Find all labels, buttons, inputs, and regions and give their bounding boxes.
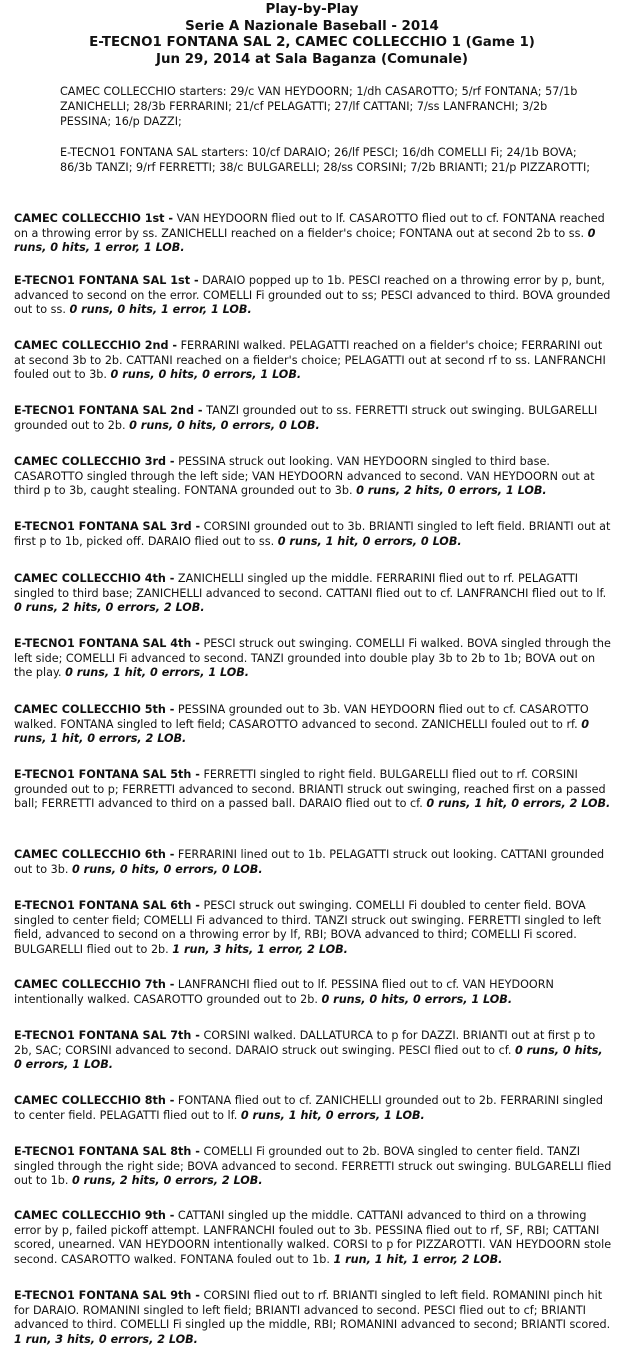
inning-entry: [14, 899, 614, 957]
inning-summary: 0 runs, 2 hits, 0 errors, 2 LOB.: [72, 1174, 263, 1188]
inning-play-text: FERRETTI singled to right field. BULGARELLI flied out to rf. CORSINI grounded out to p; FERRETTI advanced to second. BRIANTI struck out swinging, reached first on a passed ball; FERRETTI advanced to third on a passed ball. DARAIO flied out to cf.: [14, 768, 606, 811]
inning-team-label: E-TECNO1 FONTANA SAL 7th -: [14, 1029, 200, 1042]
inning-summary: 1 run, 3 hits, 0 errors, 2 LOB.: [14, 1332, 198, 1346]
inning-team-label: E-TECNO1 FONTANA SAL 9th -: [14, 1289, 200, 1302]
inning-play-text: ZANICHELLI singled up the middle. FERRARINI flied out to rf. PELAGATTI singled to third base; ZANICHELLI advanced to second. CATTANI flied out to cf. LANFRANCHI flied out to lf.: [14, 572, 607, 600]
inning-summary: 0 runs, 1 hit, 0 errors, 1 LOB.: [65, 666, 250, 680]
inning-summary: 0 runs, 1 hit, 0 errors, 1 LOB.: [240, 1108, 425, 1122]
inning-summary: 0 runs, 0 hits, 0 errors, 1 LOB.: [321, 992, 513, 1006]
inning-entry: [14, 1145, 614, 1189]
inning-summary: 0 runs, 0 hits, 1 error, 1 LOB.: [69, 303, 252, 317]
inning-play-text: PESCI struck out swinging. COMELLI Fi walked. BOVA singled through the left side; COMELLI Fi advanced to second. TANZI grounded into double play 3b to 2b to 1b; BOVA out on the play.: [14, 637, 611, 680]
inning-team-label: E-TECNO1 FONTANA SAL 4th -: [14, 637, 200, 650]
inning-entry: [14, 703, 614, 747]
header-league: Serie A Nazionale Baseball - 2014: [185, 18, 439, 34]
inning-team-label: CAMEC COLLECCHIO 8th -: [14, 1094, 175, 1107]
inning-summary: 0 runs, 0 hits, 0 errors, 1 LOB.: [14, 1043, 603, 1072]
inning-team-label: CAMEC COLLECCHIO 3rd -: [14, 455, 175, 468]
inning-team-label: E-TECNO1 FONTANA SAL 1st -: [14, 274, 199, 287]
starters-section: [14, 85, 618, 175]
inning-entry: [14, 1209, 614, 1267]
inning-play-text: DARAIO popped up to 1b. PESCI reached on a throwing error by p, bunt, advanced to second on the error. COMELLI Fi grounded out to ss; PESCI advanced to third. BOVA grounded out to ss.: [14, 274, 611, 317]
inning-team-label: CAMEC COLLECCHIO 4th -: [14, 572, 175, 585]
document-header: [14, 0, 618, 68]
inning-summary: 0 runs, 2 hits, 0 errors, 2 LOB.: [14, 601, 205, 615]
inning-play-text: LANFRANCHI flied out to lf. PESSINA flied out to cf. VAN HEYDOORN intentionally walked. CASAROTTO grounded out to 2b.: [14, 978, 554, 1006]
inning-entry: [14, 1029, 614, 1073]
inning-play-text: FERRARINI walked. PELAGATTI reached on a fielder's choice; FERRARINI out at second 3b to 2b. CATTANI reached on a fielder's choice; PELAGATTI out at second rf to ss. LANFRANCHI fouled out to 3b.: [14, 339, 606, 382]
starters-home: E-TECNO1 FONTANA SAL starters: 10/cf DARAIO; 26/lf PESCI; 16/dh COMELLI Fi; 24/1b BOVA; 86/3b TANZI; 9/rf FERRETTI; 38/c BULGARELLI; 28/ss CORSINI; 7/2b BRIANTI; 21/p PIZZAROTTI;: [60, 146, 591, 174]
inning-summary: 0 runs, 1 hit, 0 errors, 0 LOB.: [277, 534, 462, 548]
inning-play-text: FERRARINI lined out to 1b. PELAGATTI struck out looking. CATTANI grounded out to 3b.: [14, 848, 605, 876]
starters-visitor: CAMEC COLLECCHIO starters: 29/c VAN HEYDOORN; 1/dh CASAROTTO; 5/rf FONTANA; 57/1b ZANICHELLI; 28/3b FERRARINI; 21/cf PELAGATTI; 27/lf CATTANI; 7/ss LANFRANCHI; 3/2b PESSINA; 16/p DAZZI;: [60, 85, 578, 128]
inning-entry: [14, 1289, 614, 1347]
inning-entry: [14, 404, 614, 433]
inning-summary: 1 run, 3 hits, 1 error, 2 LOB.: [172, 942, 348, 956]
inning-summary: 0 runs, 1 hit, 0 errors, 2 LOB.: [14, 717, 590, 746]
inning-play-text: CORSINI walked. DALLATURCA to p for DAZZI. BRIANTI out at first p to 2b, SAC; CORSINI advanced to second. DARAIO struck out swinging. PESCI flied out to cf.: [14, 1029, 596, 1057]
inning-team-label: CAMEC COLLECCHIO 7th -: [14, 978, 175, 991]
inning-entry: [14, 274, 614, 318]
inning-entry: [14, 455, 614, 499]
inning-entry: [14, 768, 614, 812]
inning-team-label: E-TECNO1 FONTANA SAL 3rd -: [14, 520, 201, 533]
inning-summary: 0 runs, 0 hits, 0 errors, 0 LOB.: [129, 418, 320, 432]
header-title: Play-by-Play: [265, 2, 359, 17]
inning-summary: 0 runs, 0 hits, 0 errors, 0 LOB.: [72, 862, 263, 876]
inning-entry: [14, 1094, 614, 1123]
inning-summary: 0 runs, 2 hits, 0 errors, 1 LOB.: [356, 484, 547, 498]
inning-team-label: E-TECNO1 FONTANA SAL 8th -: [14, 1145, 200, 1158]
inning-entry: [14, 978, 614, 1007]
inning-team-label: E-TECNO1 FONTANA SAL 2nd -: [14, 404, 203, 417]
header-matchup: E-TECNO1 FONTANA SAL 2, CAMEC COLLECCHIO 1 (Game 1): [89, 35, 535, 51]
inning-play-text: VAN HEYDOORN flied out to lf. CASAROTTO flied out to cf. FONTANA reached on a throwing error by ss. ZANICHELLI reached on a fielder's choice; FONTANA out at second 2b to ss.: [14, 212, 605, 240]
inning-summary: 1 run, 1 hit, 1 error, 2 LOB.: [333, 1252, 503, 1266]
header-date-venue: Jun 29, 2014 at Sala Baganza (Comunale): [156, 51, 468, 67]
inning-play-text: PESSINA grounded out to 3b. VAN HEYDOORN flied out to cf. CASAROTTO walked. FONTANA singled to left field; CASAROTTO advanced to second. ZANICHELLI fouled out to rf.: [14, 703, 589, 731]
inning-team-label: CAMEC COLLECCHIO 2nd -: [14, 339, 178, 352]
inning-play-text: COMELLI Fi grounded out to 2b. BOVA singled to center field. TANZI singled through the right side; BOVA advanced to second. FERRETTI struck out swinging. BULGARELLI flied out to 1b.: [14, 1145, 612, 1188]
inning-team-label: CAMEC COLLECCHIO 1st -: [14, 212, 174, 225]
inning-team-label: CAMEC COLLECCHIO 9th -: [14, 1209, 175, 1222]
inning-play-text: CORSINI flied out to rf. BRIANTI singled to left field. ROMANINI pinch hit for DARAIO. ROMANINI singled to left field; BRIANTI advanced to second. PESCI flied out to cf; BRIANTI advanced to third. COMELLI Fi singled up the middle, RBI; ROMANINI advanced to second; BRIANTI scored.: [14, 1289, 611, 1332]
inning-play-text: PESSINA struck out looking. VAN HEYDOORN singled to third base. CASAROTTO singled through the left side; VAN HEYDOORN advanced to second. VAN HEYDOORN out at third p to 3b, caught stealing. FONTANA grounded out to 3b.: [14, 455, 595, 498]
inning-entry: [14, 637, 614, 681]
inning-play-text: CATTANI singled up the middle. CATTANI advanced to third on a throwing error by p, failed pickoff attempt. LANFRANCHI fouled out to 3b. PESSINA flied out to rf, SF, RBI; CATTANI scored, unearned. VAN HEYDOORN intentionally walked. CORSI to p for PIZZAROTTI. VAN HEYDOORN stole second. CASAROTTO walked. FONTANA fouled out to 1b.: [14, 1209, 612, 1266]
inning-play-text: TANZI grounded out to ss. FERRETTI struck out swinging. BULGARELLI grounded out to 2b.: [14, 404, 598, 432]
inning-play-text: PESCI struck out swinging. COMELLI Fi doubled to center field. BOVA singled to center field; COMELLI Fi advanced to third. TANZI struck out swinging. FERRETTI singled to left field, advanced to second on a throwing error by lf, RBI; BOVA advanced to third; COMELLI Fi scored. BULGARELLI flied out to 2b.: [14, 899, 602, 956]
inning-summary: 0 runs, 0 hits, 1 error, 1 LOB.: [14, 226, 596, 255]
inning-team-label: CAMEC COLLECCHIO 5th -: [14, 703, 175, 716]
inning-summary: 0 runs, 0 hits, 0 errors, 1 LOB.: [110, 368, 302, 382]
inning-play-text: FONTANA flied out to cf. ZANICHELLI grounded out to 2b. FERRARINI singled to center field. PELAGATTI flied out to lf.: [14, 1094, 603, 1122]
inning-team-label: CAMEC COLLECCHIO 6th -: [14, 848, 175, 861]
inning-entry: [14, 848, 614, 877]
inning-entry: [14, 520, 614, 549]
inning-team-label: E-TECNO1 FONTANA SAL 6th -: [14, 899, 200, 912]
inning-play-text: CORSINI grounded out to 3b. BRIANTI singled to left field. BRIANTI out at first p to 1b, picked off. DARAIO flied out to ss.: [14, 520, 611, 548]
inning-summary: 0 runs, 1 hit, 0 errors, 2 LOB.: [426, 797, 611, 811]
inning-team-label: E-TECNO1 FONTANA SAL 5th -: [14, 768, 200, 781]
inning-entry: [14, 212, 614, 256]
inning-entry: [14, 339, 614, 383]
inning-entry: [14, 572, 614, 616]
